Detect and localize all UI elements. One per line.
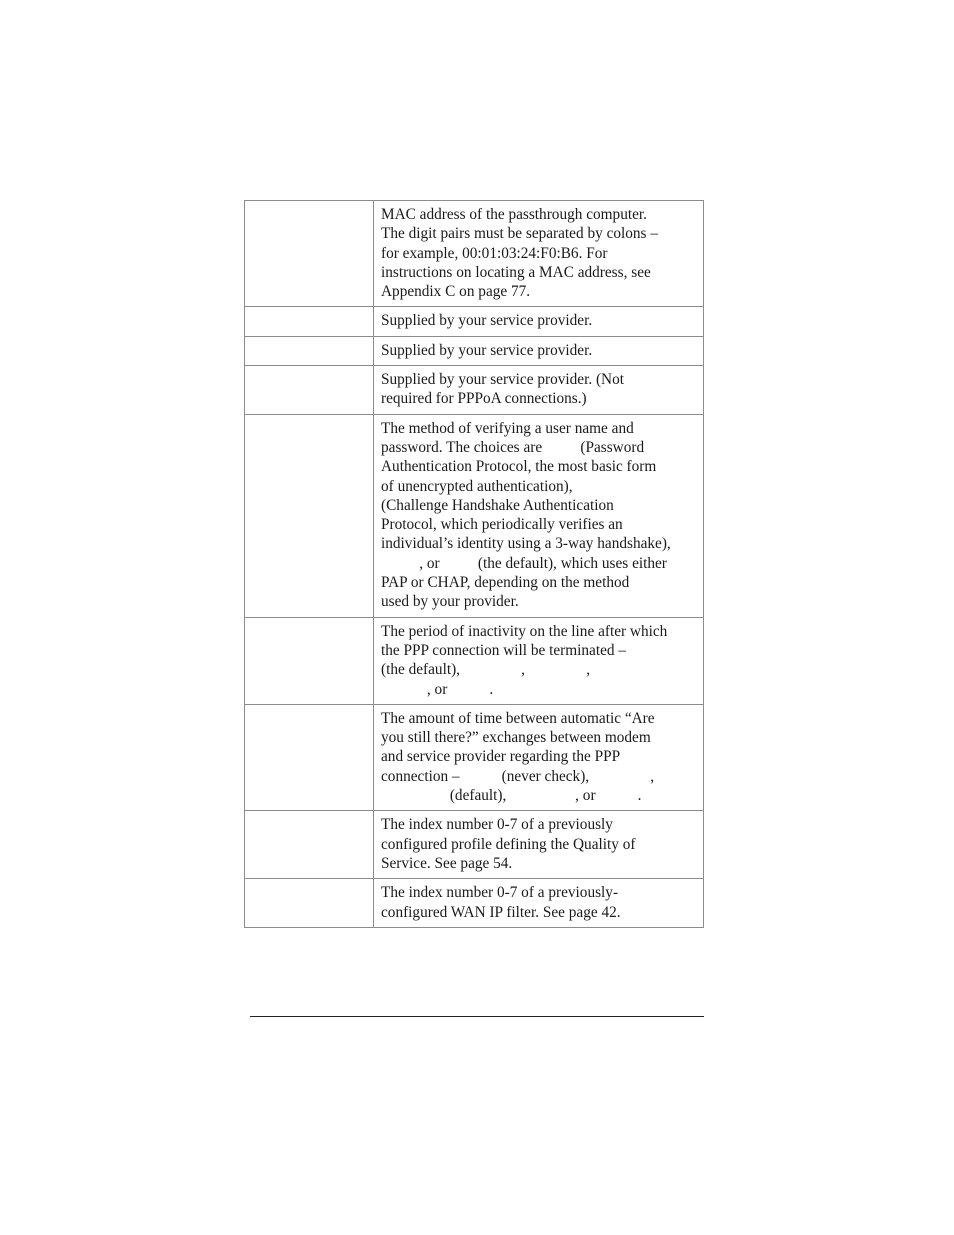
parameter-name-cell <box>245 617 374 704</box>
footer-rule <box>250 1016 704 1017</box>
parameter-description-cell <box>374 366 704 415</box>
description-line: Supplied by your service provider. <box>381 341 593 359</box>
description-line: instructions on locating a MAC address, see <box>381 263 651 281</box>
description-line: Authentication Protocol, the most basic form <box>381 458 657 476</box>
description-line: (default), , or . <box>381 787 642 805</box>
description-line: you still there?” exchanges between modem <box>381 729 651 747</box>
parameter-description-cell <box>374 307 704 336</box>
description-line: The index number 0-7 of a previously <box>381 816 613 834</box>
table-row <box>245 704 704 810</box>
table-row <box>245 879 704 928</box>
parameter-description-cell <box>374 414 704 617</box>
parameter-name-cell <box>245 307 374 336</box>
parameter-description-cell <box>374 811 704 879</box>
description-line: MAC address of the passthrough computer. <box>381 206 647 223</box>
table-row <box>245 366 704 415</box>
description-line: password. The choices are (Password <box>381 438 645 456</box>
description-line: connection – (never check), , <box>381 767 655 785</box>
description-line: individual’s identity using a 3-way handshake), <box>381 535 671 553</box>
description-line: configured WAN IP filter. See page 42. <box>381 903 621 921</box>
description-line: (the default), , , <box>381 661 591 679</box>
description-line: configured profile defining the Quality of <box>381 835 636 853</box>
parameter-name-cell <box>245 336 374 365</box>
description-line: for example, 00:01:03:24:F0:B6. For <box>381 244 608 262</box>
parameter-name-cell <box>245 879 374 928</box>
parameter-description-cell <box>374 336 704 365</box>
description-line: used by your provider. <box>381 593 519 611</box>
description-line: , or (the default), which uses either <box>381 554 667 572</box>
parameter-table <box>244 200 704 928</box>
table-row <box>245 617 704 704</box>
parameter-table-container <box>244 200 702 928</box>
description-line: PAP or CHAP, depending on the method <box>381 574 630 592</box>
description-line: The period of inactivity on the line after which <box>381 622 668 640</box>
parameter-table-body <box>245 201 704 928</box>
description-line: Supplied by your service provider. (Not <box>381 371 625 389</box>
description-line: The digit pairs must be separated by colons – <box>381 225 658 243</box>
table-row <box>245 336 704 365</box>
description-line: The method of verifying a user name and <box>381 419 634 437</box>
table-row <box>245 201 704 307</box>
description-line: , or . <box>381 680 494 698</box>
parameter-description-cell <box>374 704 704 810</box>
description-line: Protocol, which periodically verifies an <box>381 516 623 534</box>
description-line: the PPP connection will be terminated – <box>381 641 626 659</box>
description-line: The index number 0-7 of a previously- <box>381 884 619 902</box>
description-line: (Challenge Handshake Authentication <box>381 496 614 514</box>
description-line: Supplied by your service provider. <box>381 312 593 330</box>
parameter-description-cell <box>374 879 704 928</box>
parameter-name-cell <box>245 201 374 307</box>
description-line: required for PPPoA connections.) <box>381 390 587 408</box>
table-row <box>245 414 704 617</box>
description-line: The amount of time between automatic “Are <box>381 709 655 727</box>
table-row <box>245 811 704 879</box>
description-line: Service. See page 54. <box>381 854 513 872</box>
parameter-description-cell <box>374 617 704 704</box>
description-line: of unencrypted authentication), <box>381 477 573 495</box>
table-row <box>245 307 704 336</box>
description-line: and service provider regarding the PPP <box>381 748 621 766</box>
parameter-name-cell <box>245 414 374 617</box>
parameter-description-cell <box>374 201 704 307</box>
parameter-name-cell <box>245 811 374 879</box>
parameter-name-cell <box>245 704 374 810</box>
parameter-name-cell <box>245 366 374 415</box>
description-line: Appendix C on page 77. <box>381 283 531 301</box>
